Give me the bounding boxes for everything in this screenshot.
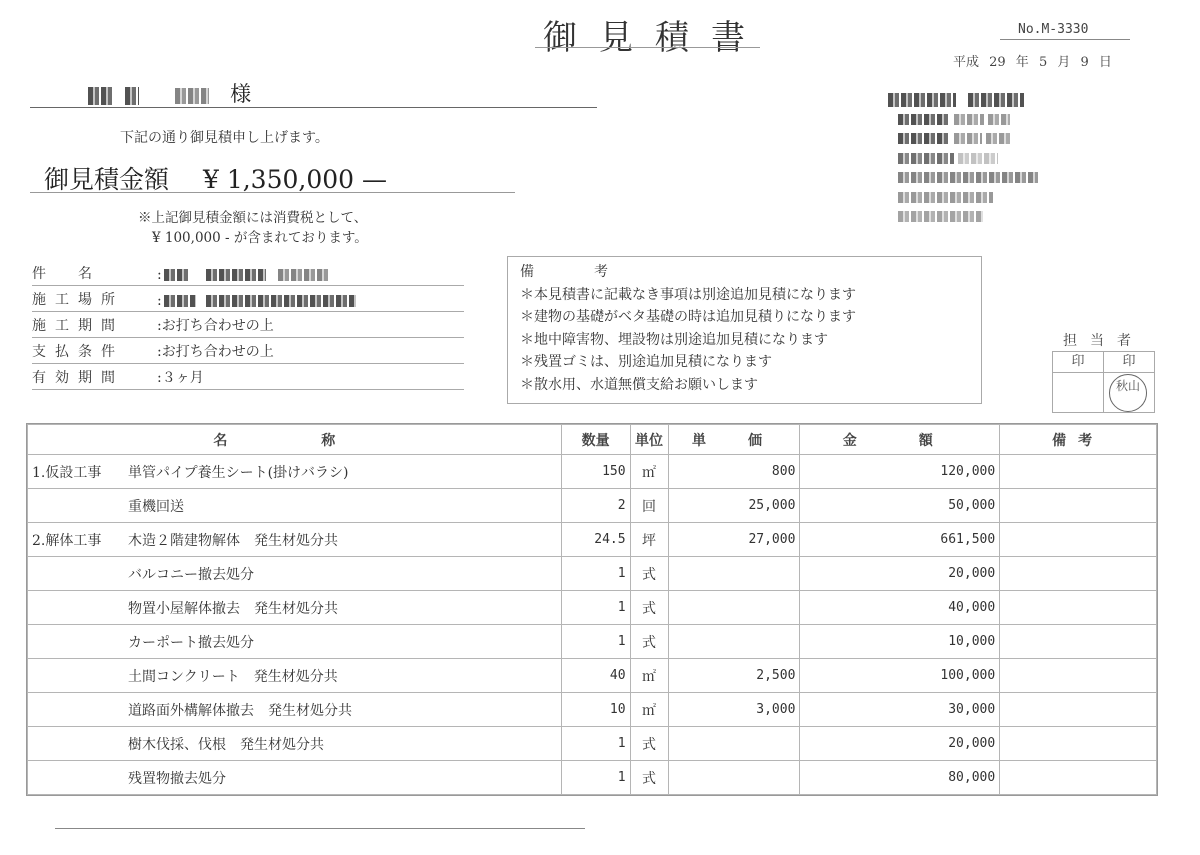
item-unit: 式 [630,625,668,659]
stamp-col-label: 印 [1103,352,1154,372]
col-header-notes: 備考 [1000,425,1157,455]
item-note [1000,455,1157,489]
remark-item: ＊残置ゴミは、別途追加見積になります [520,354,772,370]
redacted-license-1c [988,114,1010,125]
redacted-client-surname-2 [125,87,139,105]
table-row [28,625,1157,659]
info-value [157,267,464,283]
info-row-period [32,312,464,338]
redacted-license-2 [898,133,950,144]
greeting-text: 下記の通り御見積申し上げます。 [120,130,329,146]
seal-stamp-icon: 秋山 [1109,374,1147,412]
item-qty: 1 [561,727,630,761]
item-unit: 式 [630,557,668,591]
redacted-value [164,269,190,281]
stamp-cell [1103,373,1154,413]
project-info [32,260,464,390]
item-name [28,693,562,727]
stamp-cell-empty [1053,373,1103,413]
item-name [28,455,562,489]
info-label: 件 名 [32,266,101,282]
redacted-client-given [175,88,209,104]
redacted-tel [898,192,993,203]
item-unit: 式 [630,761,668,795]
item-description: 重機回送 [128,498,184,515]
table-row [28,659,1157,693]
info-value: :お打ち合わせの上 [157,318,274,334]
table-row [28,523,1157,557]
total-value: ¥ 1,350,000 — [202,165,388,194]
item-qty: 10 [561,693,630,727]
item-amount: 80,000 [800,761,1000,795]
col-header-unit-price: 単 価 [668,425,800,455]
redacted-license-1b [954,114,984,125]
info-row-payment [32,338,464,364]
item-unit-price: 3,000 [668,693,800,727]
item-qty: 2 [561,489,630,523]
item-unit-price: 27,000 [668,523,800,557]
redacted-value [164,295,196,307]
item-name [28,523,562,557]
info-value [157,293,464,309]
total-label: 御見積金額 [44,165,170,194]
item-unit: 式 [630,727,668,761]
info-value: :お打ち合わせの上 [157,344,274,360]
total-amount [44,160,387,196]
redacted-company-type [888,93,956,107]
company-block [888,90,1048,227]
table-row [28,761,1157,795]
table-row [28,591,1157,625]
item-amount: 661,500 [800,523,1000,557]
stamp-box [1052,351,1155,413]
table-row [28,455,1157,489]
item-name [28,659,562,693]
item-description: 残置物撤去処分 [128,770,226,787]
item-unit: 式 [630,591,668,625]
redacted-company-name [968,93,1024,107]
item-name [28,489,562,523]
item-amount: 20,000 [800,727,1000,761]
info-label: 施工期間 [32,318,124,334]
item-unit: ㎡ [630,659,668,693]
item-category: 1.仮設工事 [32,464,102,481]
item-note [1000,625,1157,659]
item-description: 単管パイプ養生シート(掛けバラシ) [128,464,349,481]
item-unit-price: 800 [668,455,800,489]
redacted-postcode-b [958,153,998,164]
item-category: 2.解体工事 [32,532,102,549]
tax-note [138,208,368,248]
redacted-fax [898,211,983,222]
remark-item: ＊建物の基礎がベタ基礎の時は追加見積りになります [520,309,856,325]
item-description: 土間コンクリート 発生材処分共 [128,668,338,685]
item-name [28,727,562,761]
info-colon: : [157,267,162,283]
item-qty: 150 [561,455,630,489]
document-number: No.M-3330 [1018,22,1089,37]
col-header-name: 名 称 [28,425,562,455]
item-amount: 10,000 [800,625,1000,659]
item-unit-price: 25,000 [668,489,800,523]
item-qty: 1 [561,591,630,625]
tax-note-line1: ※上記御見積金額には消費税として、 [138,210,368,226]
item-unit-price [668,557,800,591]
item-unit: 回 [630,489,668,523]
remarks-box [507,256,982,404]
stamp-col-label: 印 [1071,354,1085,369]
redacted-license-2c [986,133,1010,144]
item-unit-price [668,591,800,625]
redacted-value [206,295,356,307]
item-note [1000,591,1157,625]
info-label: 有効期間 [32,370,124,386]
item-qty: 1 [561,761,630,795]
item-unit-price [668,625,800,659]
client-underline [30,107,597,108]
item-qty: 1 [561,557,630,591]
redacted-address [898,172,1038,183]
item-unit-price: 2,500 [668,659,800,693]
info-value: :３ヶ月 [157,370,204,386]
client-name [88,78,251,108]
footer-rule [55,828,585,829]
item-amount: 100,000 [800,659,1000,693]
item-name [28,761,562,795]
document-title: 御見積書 [543,18,767,58]
item-qty: 1 [561,625,630,659]
item-qty: 24.5 [561,523,630,557]
info-row-project-name [32,260,464,286]
redacted-value [278,269,328,281]
item-name [28,625,562,659]
info-label: 施工場所 [32,292,124,308]
remark-item: ＊本見積書に記載なき事項は別途追加見積になります [520,286,856,303]
item-amount: 120,000 [800,455,1000,489]
client-honorific: 様 [230,82,252,106]
item-note [1000,557,1157,591]
item-note [1000,693,1157,727]
item-unit-price [668,727,800,761]
remarks-heading: 備考 [520,264,668,280]
col-header-amount: 金 額 [800,425,1000,455]
item-unit: ㎡ [630,455,668,489]
total-underline [30,192,515,193]
table-row [28,489,1157,523]
person-in-charge-label: 担当者 [1063,333,1144,349]
item-note [1000,727,1157,761]
redacted-license-2b [954,133,982,144]
item-description: バルコニー撤去処分 [128,566,254,583]
info-colon: : [157,293,162,309]
item-description: カーポート撤去処分 [128,634,254,651]
info-row-site [32,286,464,312]
col-header-qty: 数量 [561,425,630,455]
tax-note-line2: ¥ 100,000 - が含まれております。 [152,230,368,246]
table-row [28,727,1157,761]
item-name [28,591,562,625]
issue-date: 平成 29 年 5 月 9 日 [953,55,1112,70]
redacted-value [206,269,266,281]
info-row-validity [32,364,464,390]
item-name [28,557,562,591]
table-row [28,693,1157,727]
redacted-client-surname [88,87,114,105]
line-items-table [27,424,1157,795]
redacted-license-1 [898,114,950,125]
item-unit-price [668,761,800,795]
item-unit: 坪 [630,523,668,557]
remark-item: ＊散水用、水道無償支給お願いします [520,376,758,393]
item-amount: 20,000 [800,557,1000,591]
redacted-postcode [898,153,954,164]
item-description: 物置小屋解体撤去 発生材処分共 [128,600,338,617]
item-note [1000,659,1157,693]
docno-underline [1000,39,1130,40]
table-row [28,557,1157,591]
item-amount: 40,000 [800,591,1000,625]
item-note [1000,523,1157,557]
table-header-row [28,425,1157,455]
info-label: 支払条件 [32,344,124,360]
item-amount: 30,000 [800,693,1000,727]
item-amount: 50,000 [800,489,1000,523]
item-description: 木造２階建物解体 発生材処分共 [128,532,338,549]
col-header-unit: 単位 [630,425,668,455]
item-description: 道路面外構解体撤去 発生材処分共 [128,702,352,719]
item-unit: ㎡ [630,693,668,727]
item-qty: 40 [561,659,630,693]
item-note [1000,489,1157,523]
item-note [1000,761,1157,795]
remark-item: ＊地中障害物、埋設物は別途追加見積になります [520,331,828,348]
item-description: 樹木伐採、伐根 発生材処分共 [128,736,324,753]
title-underline [535,47,760,48]
